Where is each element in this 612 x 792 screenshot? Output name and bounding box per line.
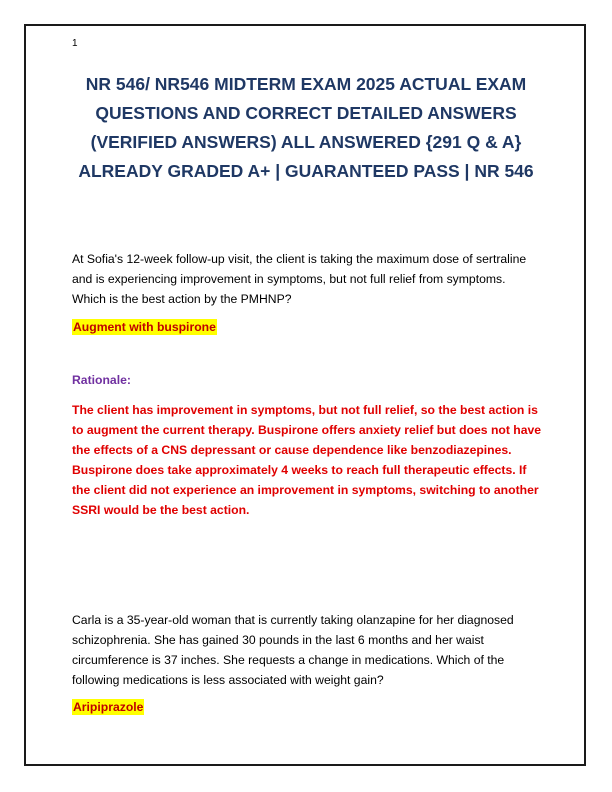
document-title: NR 546/ NR546 MIDTERM EXAM 2025 ACTUAL EXAM QUESTIONS AND CORRECT DETAILED ANSWERS (VERIFIED ANSWERS) ALL ANSWERED {291 Q & A} ALREADY GRADED A+ | GUARANTEED PASS | NR 546 [78, 74, 534, 181]
question-2-answer: Aripiprazole [73, 700, 144, 714]
question-1-answer-wrap [72, 318, 542, 336]
question-1-text: At Sofia's 12-week follow-up visit, the client is taking the maximum dose of sertraline and is experiencing improvement in symptoms, but not full relief from symptoms. Which is the best action by the PMHNP? [72, 252, 527, 306]
question-2-text: Carla is a 35-year-old woman that is currently taking olanzapine for her diagnosed schizophrenia. She has gained 30 pounds in the last 6 months and her waist circumference is 37 inches. She requests a change in medications. Which of the following medications is less associated with weight gain? [72, 613, 514, 687]
page-number: 1 [72, 38, 78, 49]
question-1-rationale: The client has improvement in symptoms, but not full relief, so the best action is to augment the current therapy. Buspirone offers anxiety relief but does not have the effects of a CNS depressant or cause dependence like benzodiazepines. Buspirone does take approximately 4 weeks to reach full therapeutic effects. If the client did not experience an improvement in symptoms, switching to another SSRI would be the best action. [72, 403, 542, 517]
question-1-answer: Augment with buspirone [73, 320, 216, 334]
question-2-answer-wrap [72, 698, 542, 716]
question-1-rationale-label: Rationale: [72, 373, 131, 387]
